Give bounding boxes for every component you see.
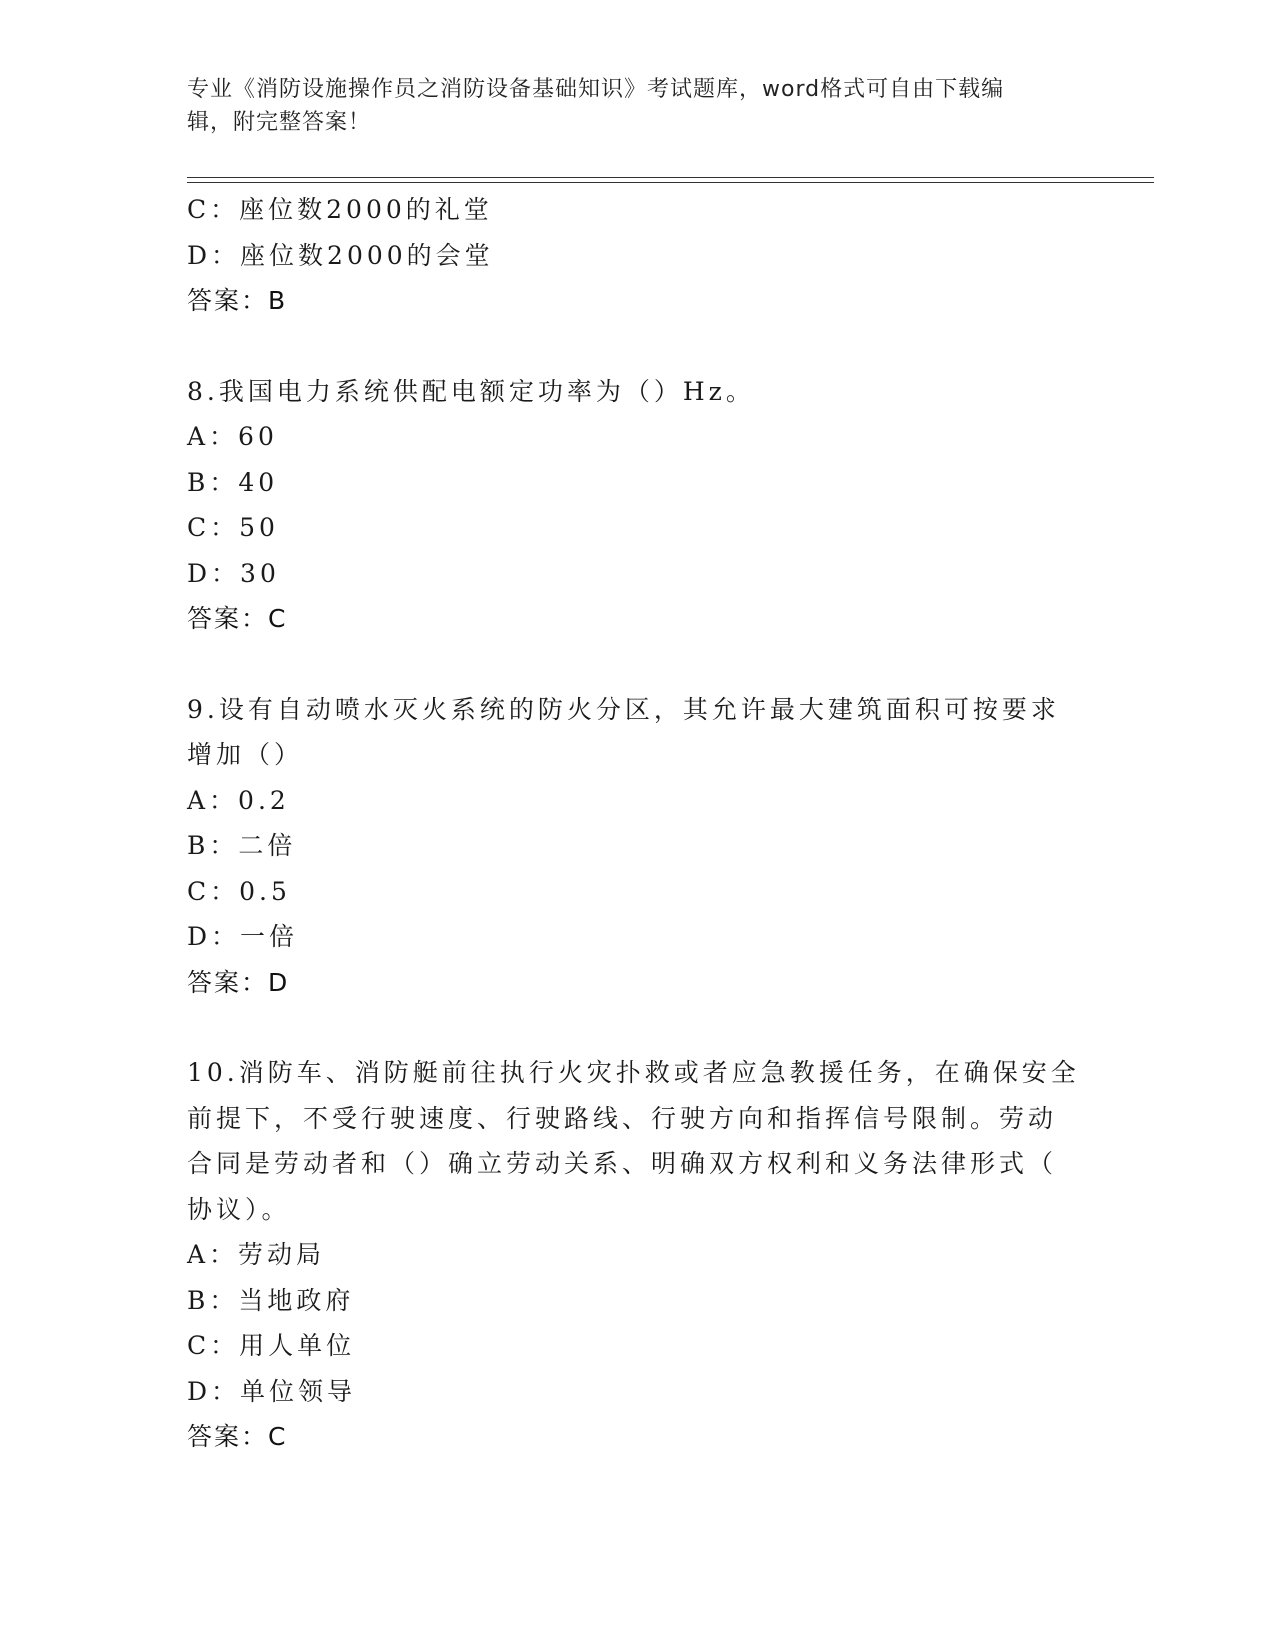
answer: 答案：D <box>187 967 290 997</box>
question-text-line-2: 前提下，不受行驶速度、行驶路线、行驶方向和指挥信号限制。劳动 <box>187 1103 1058 1133</box>
question-text: 8.我国电力系统供配电额定功率为（）Hz。 <box>187 376 755 406</box>
answer: 答案：B <box>187 286 288 315</box>
header-divider-bottom <box>187 182 1154 183</box>
question-text-line-3: 合同是劳动者和（）确立劳动关系、明确双方权利和义务法律形式（ <box>187 1149 1058 1178</box>
question-10 <box>187 1050 1087 1460</box>
spacer <box>187 642 1087 687</box>
header-line-1: 专业《消防设施操作员之消防设备基础知识》考试题库，word格式可自由下载编 <box>187 77 1005 102</box>
option-c: C：0.5 <box>187 876 291 906</box>
option-c: C：用人单位 <box>187 1331 356 1360</box>
header-line-2: 辑，附完整答案！ <box>187 110 372 135</box>
question-8 <box>187 369 1087 642</box>
option-c: C：50 <box>187 513 279 542</box>
document-header <box>187 73 1067 139</box>
option-a: A：60 <box>187 422 278 451</box>
question-text-line-4: 协议）。 <box>187 1194 291 1224</box>
question-text-line-1: 10.消防车、消防艇前往执行火灾扑救或者应急教援任务，在确保安全 <box>187 1058 1080 1087</box>
answer: 答案：C <box>187 1422 288 1451</box>
question-9 <box>187 687 1087 1006</box>
question-list <box>187 187 1087 1460</box>
option-d: D：一倍 <box>187 922 299 951</box>
question-text-line-1: 9.设有自动喷水灭火系统的防火分区，其允许最大建筑面积可按要求 <box>187 694 1060 724</box>
question-text-line-2: 增加（） <box>187 740 304 769</box>
question-7 <box>187 187 1087 324</box>
spacer <box>187 1005 1087 1050</box>
option-c: C：座位数2000的礼堂 <box>187 195 493 224</box>
option-d: D：座位数2000的会堂 <box>187 240 494 270</box>
option-b: B：当地政府 <box>187 1285 355 1315</box>
option-a: A：0.2 <box>187 785 290 815</box>
spacer <box>187 324 1087 369</box>
option-a: A：劳动局 <box>187 1240 326 1269</box>
option-b: B：二倍 <box>187 831 297 860</box>
answer: 答案：C <box>187 604 288 633</box>
header-divider-top <box>187 177 1154 178</box>
option-d: D：30 <box>187 558 280 588</box>
option-d: D：单位领导 <box>187 1376 357 1406</box>
option-b: B：40 <box>187 467 279 497</box>
